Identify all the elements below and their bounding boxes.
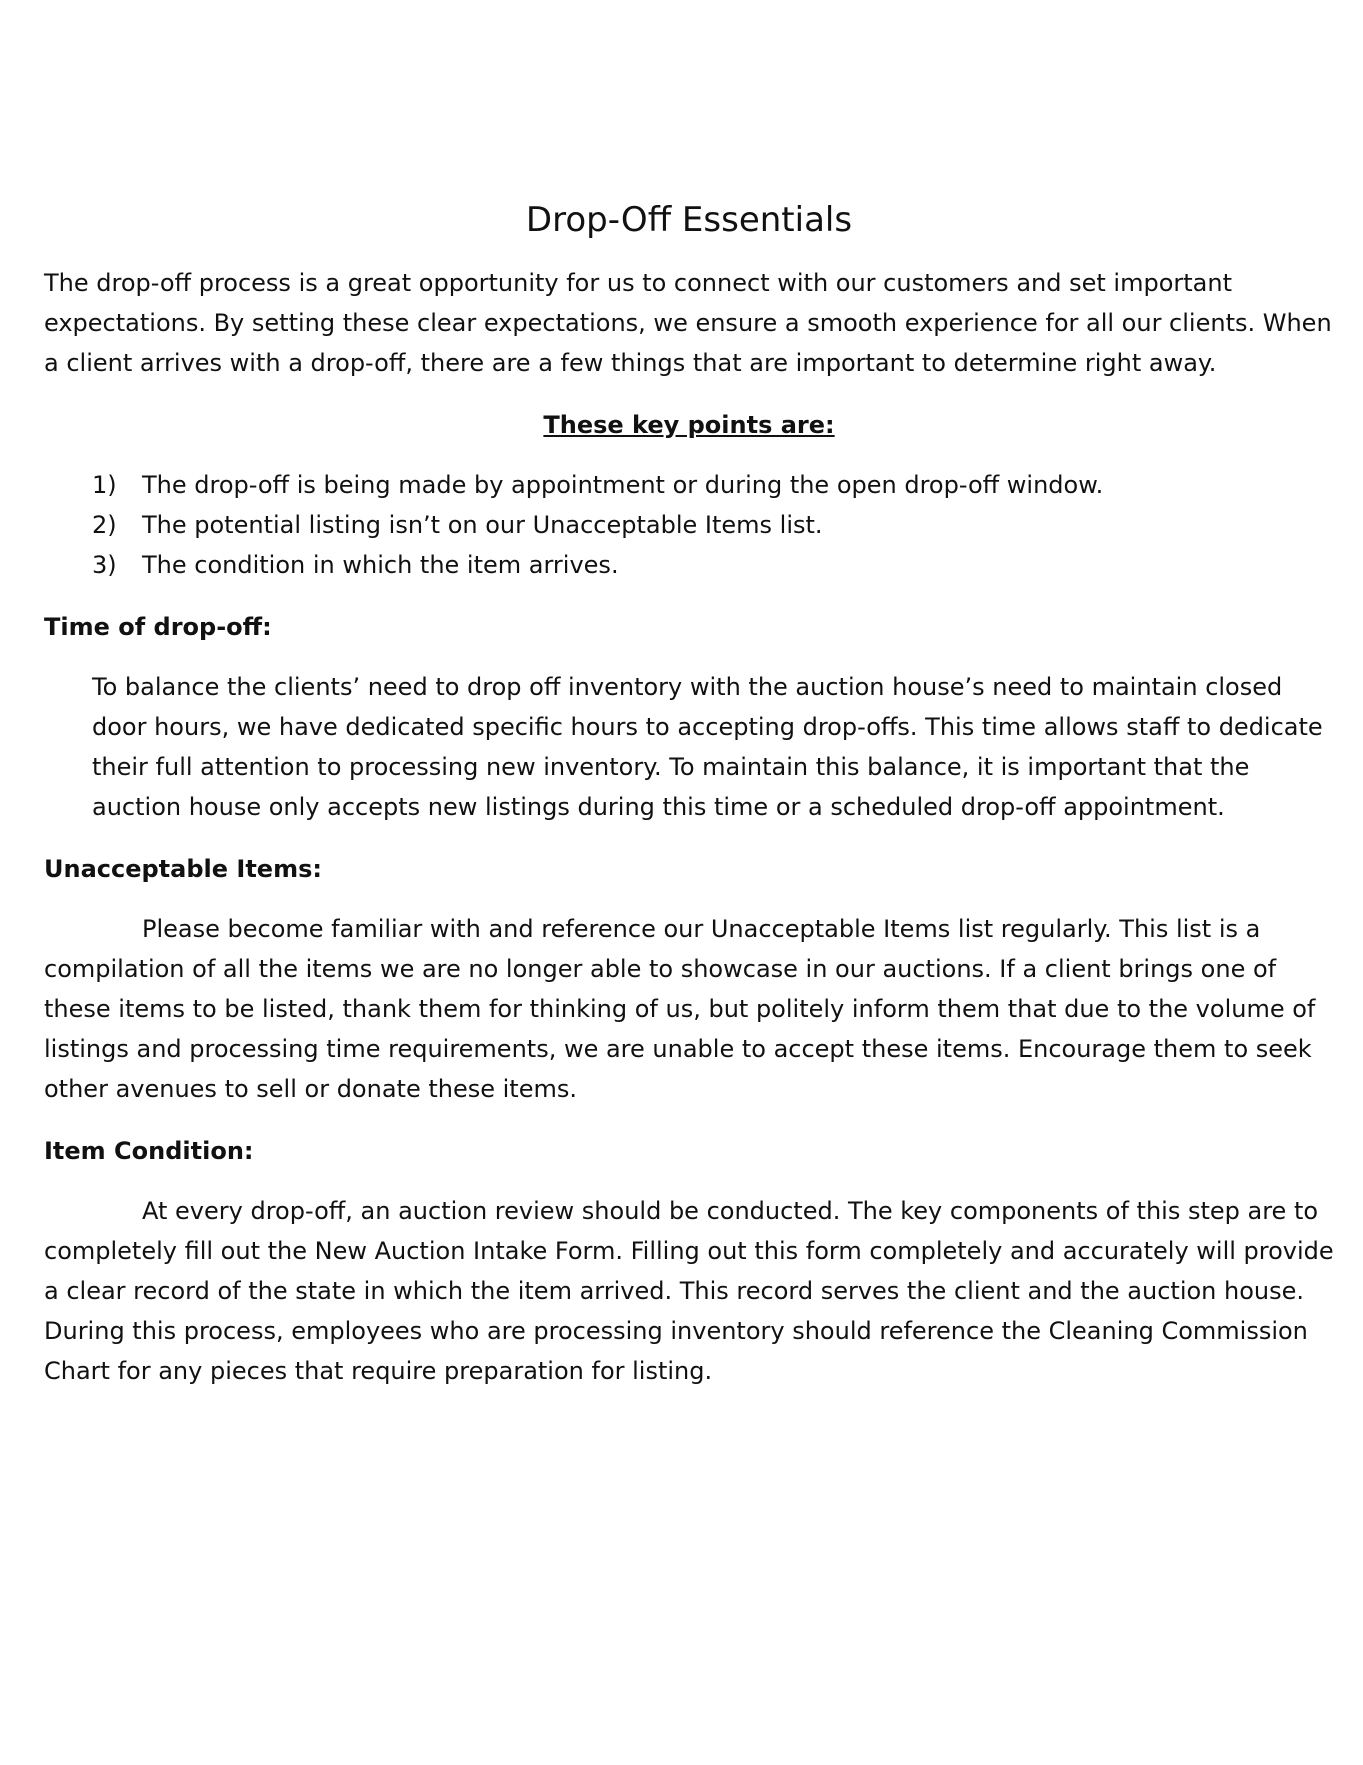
- list-item: [92, 465, 1334, 505]
- key-points-list: [44, 465, 1334, 585]
- section-heading-unacceptable-items: Unacceptable Items:: [44, 854, 322, 883]
- intro-paragraph: The drop-off process is a great opportunity for us to connect with our customers and set important expectations. By setting these clear expectations, we ensure a smooth experience for all our clients. When a client arrives with a drop-off, there are a few things that are important to determine right away.: [44, 268, 1332, 377]
- section-body-unacceptable-items: Please become familiar with and reference our Unacceptable Items list regularly. This list is a compilation of all the items we are no longer able to showcase in our auctions. If a client brings one of these items to be listed, thank them for thinking of us, but politely inform them that due to the volume of listings and processing time requirements, we are unable to accept these items. Encourage them to seek other avenues to sell or donate these items.: [44, 914, 1316, 1103]
- list-item-number: 3): [92, 550, 117, 579]
- list-item-number: 2): [92, 510, 117, 539]
- list-item-number: 1): [92, 470, 117, 499]
- document-title: Drop-Off Essentials: [525, 200, 853, 240]
- list-item: [92, 545, 1334, 585]
- section-heading-time-of-drop-off: Time of drop-off:: [44, 612, 272, 641]
- section-heading-item-condition: Item Condition:: [44, 1136, 254, 1165]
- key-points-heading: These key points are:: [543, 410, 835, 439]
- list-item: [92, 505, 1334, 545]
- section-body-time-of-drop-off: To balance the clients’ need to drop off inventory with the auction house’s need to maintain closed door hours, we have dedicated specific hours to accepting drop-offs. This time allows staff to dedicate their full attention to processing new inventory. To maintain this balance, it is important that the auction house only accepts new listings during this time or a scheduled drop-off appointment.: [92, 672, 1323, 821]
- document-page: [44, 200, 1334, 1413]
- section-body-item-condition: At every drop-off, an auction review should be conducted. The key components of this step are to completely fill out the New Auction Intake Form. Filling out this form completely and accurately will provide a clear record of the state in which the item arrived. This record serves the client and the auction house. During this process, employees who are processing inventory should reference the Cleaning Commission Chart for any pieces that require preparation for listing.: [44, 1196, 1334, 1385]
- list-item-text: The drop-off is being made by appointment or during the open drop-off window.: [142, 470, 1104, 499]
- list-item-text: The condition in which the item arrives.: [142, 550, 619, 579]
- list-item-text: The potential listing isn’t on our Unacceptable Items list.: [142, 510, 823, 539]
